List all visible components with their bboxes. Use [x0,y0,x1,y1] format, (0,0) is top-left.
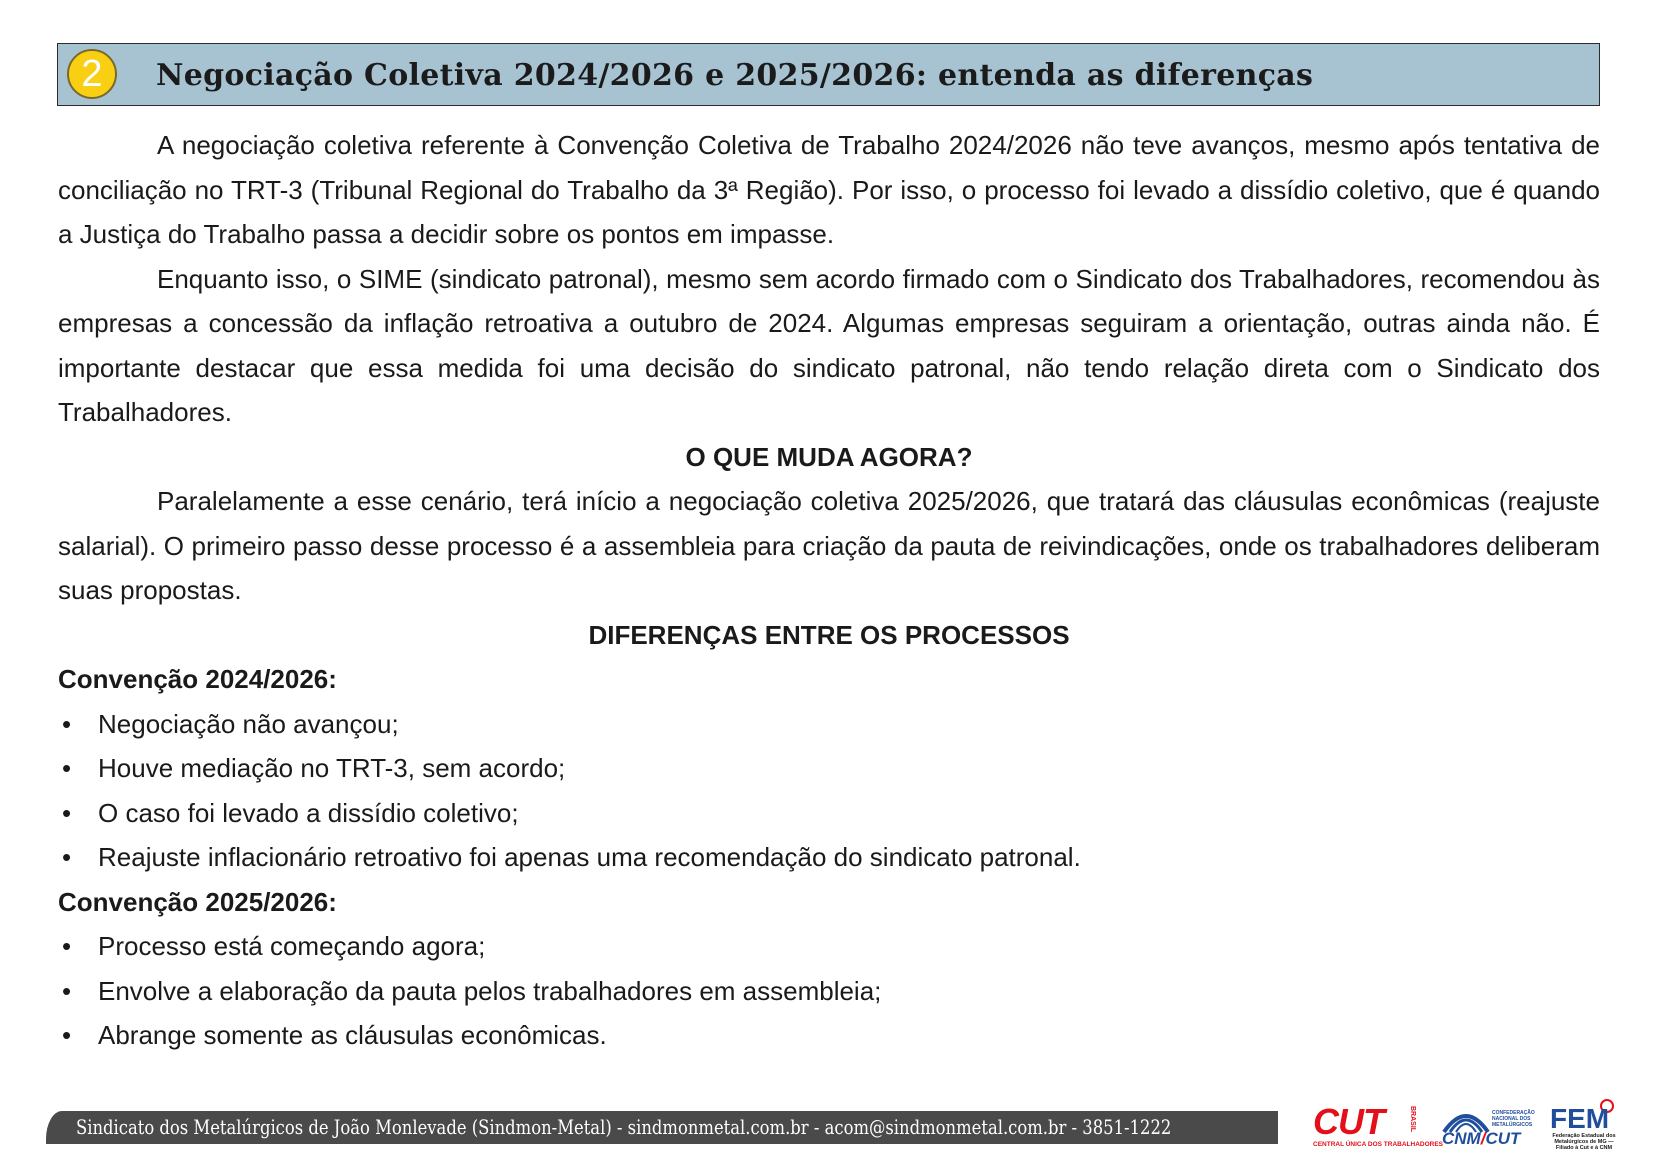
bullet-icon: • [62,753,72,783]
fem-logo-subtitle: Federação Estadual dos Metalúrgicos de MG — Filiado à Cut e à CNM [1552,1133,1616,1151]
list-item [58,746,1600,791]
heading-differences: DIFERENÇAS ENTRE OS PROCESSOS [588,619,1070,650]
section-number-badge: 2 [67,49,117,99]
convention-2024-list [58,702,1600,880]
section-title: Negociação Coletiva 2024/2026 e 2025/2026: entenda as diferenças [156,58,1314,93]
bullet-icon: • [62,842,72,872]
list-item [58,791,1600,836]
fem-logo-name: FEM [1550,1103,1610,1134]
bullet-icon: • [62,797,72,828]
paragraph-2: Enquanto isso, o SIME (sindicato patronal), mesmo sem acordo firmado com o Sindicato dos Trabalhadores, recomendou às empresas a concessão da inflação retroativa a outubro de 2024. Algumas empresas seguiram a orientação, outras ainda não. É importante destacar que essa medida foi uma decisão do sindicato patronal, não tendo relação direta com o Sindicato dos Trabalhadores. [58,263,1600,427]
list-item-text: Abrange somente as cláusulas econômicas. [98,1020,607,1050]
section-header [57,43,1600,106]
paragraph-1: A negociação coletiva referente à Convenção Coletiva de Trabalho 2024/2026 não teve avanços, mesmo após tentativa de conciliação no TRT-3 (Tribunal Regional do Trabalho da 3ª Região). Por isso, o processo foi levado a dissídio coletivo, que é quando a Justiça do Trabalho passa a decidir sobre os pontos em impasse. [58,130,1600,249]
list-item [58,1013,1600,1058]
list-item-text: Negociação não avançou; [98,708,399,739]
footer-contact-text: Sindicato dos Metalúrgicos de João Monlevade (Sindmon-Metal) - sindmonmetal.com.br - acom@sindmonmetal.com.br - 3851-1222 [76,1115,1172,1139]
fem-logo [1548,1099,1620,1151]
list-item-text: O caso foi levado a dissídio coletivo; [98,797,519,828]
cnm-logo-subtitle: CONFEDERAÇÃO NACIONAL DOS METALÚRGICOS [1492,1110,1535,1128]
list-item-text: Envolve a elaboração da pauta pelos trabalhadores em assembleia; [98,975,882,1006]
bullet-icon: • [62,1020,72,1050]
bullet-icon: • [62,931,72,961]
cnm-logo-name: CNM/CUT [1442,1129,1521,1148]
list-item [58,835,1600,880]
list-item [58,924,1600,969]
convention-2024-title: Convenção 2024/2026: [58,664,337,694]
heading-what-changes: O QUE MUDA AGORA? [685,441,973,472]
convention-2025-title: Convenção 2025/2026: [58,886,337,917]
cnm-cut-logo [1440,1104,1540,1150]
cut-logo [1313,1101,1443,1150]
list-item-text: Processo está começando agora; [98,931,486,961]
article-body [58,123,1600,1058]
paragraph-3: Paralelamente a esse cenário, terá início a negociação coletiva 2025/2026, que tratará das cláusulas econômicas (reajuste salarial). O primeiro passo desse processo é a assembleia para criação da pauta de reivindicações, onde os trabalhadores deliberam suas propostas. [58,486,1600,605]
convention-2025-list [58,924,1600,1058]
cut-logo-side: BRASIL [1409,1106,1416,1133]
bullet-icon: • [62,708,72,739]
footer-bar [46,1111,1278,1144]
list-item [58,702,1600,747]
bullet-icon: • [62,975,72,1006]
cut-logo-subtitle: CENTRAL ÚNICA DOS TRABALHADORES [1313,1141,1443,1148]
cut-logo-name: CUT [1313,1101,1384,1142]
list-item [58,969,1600,1014]
list-item-text: Reajuste inflacionário retroativo foi apenas uma recomendação do sindicato patronal. [98,842,1081,872]
list-item-text: Houve mediação no TRT-3, sem acordo; [98,753,566,783]
